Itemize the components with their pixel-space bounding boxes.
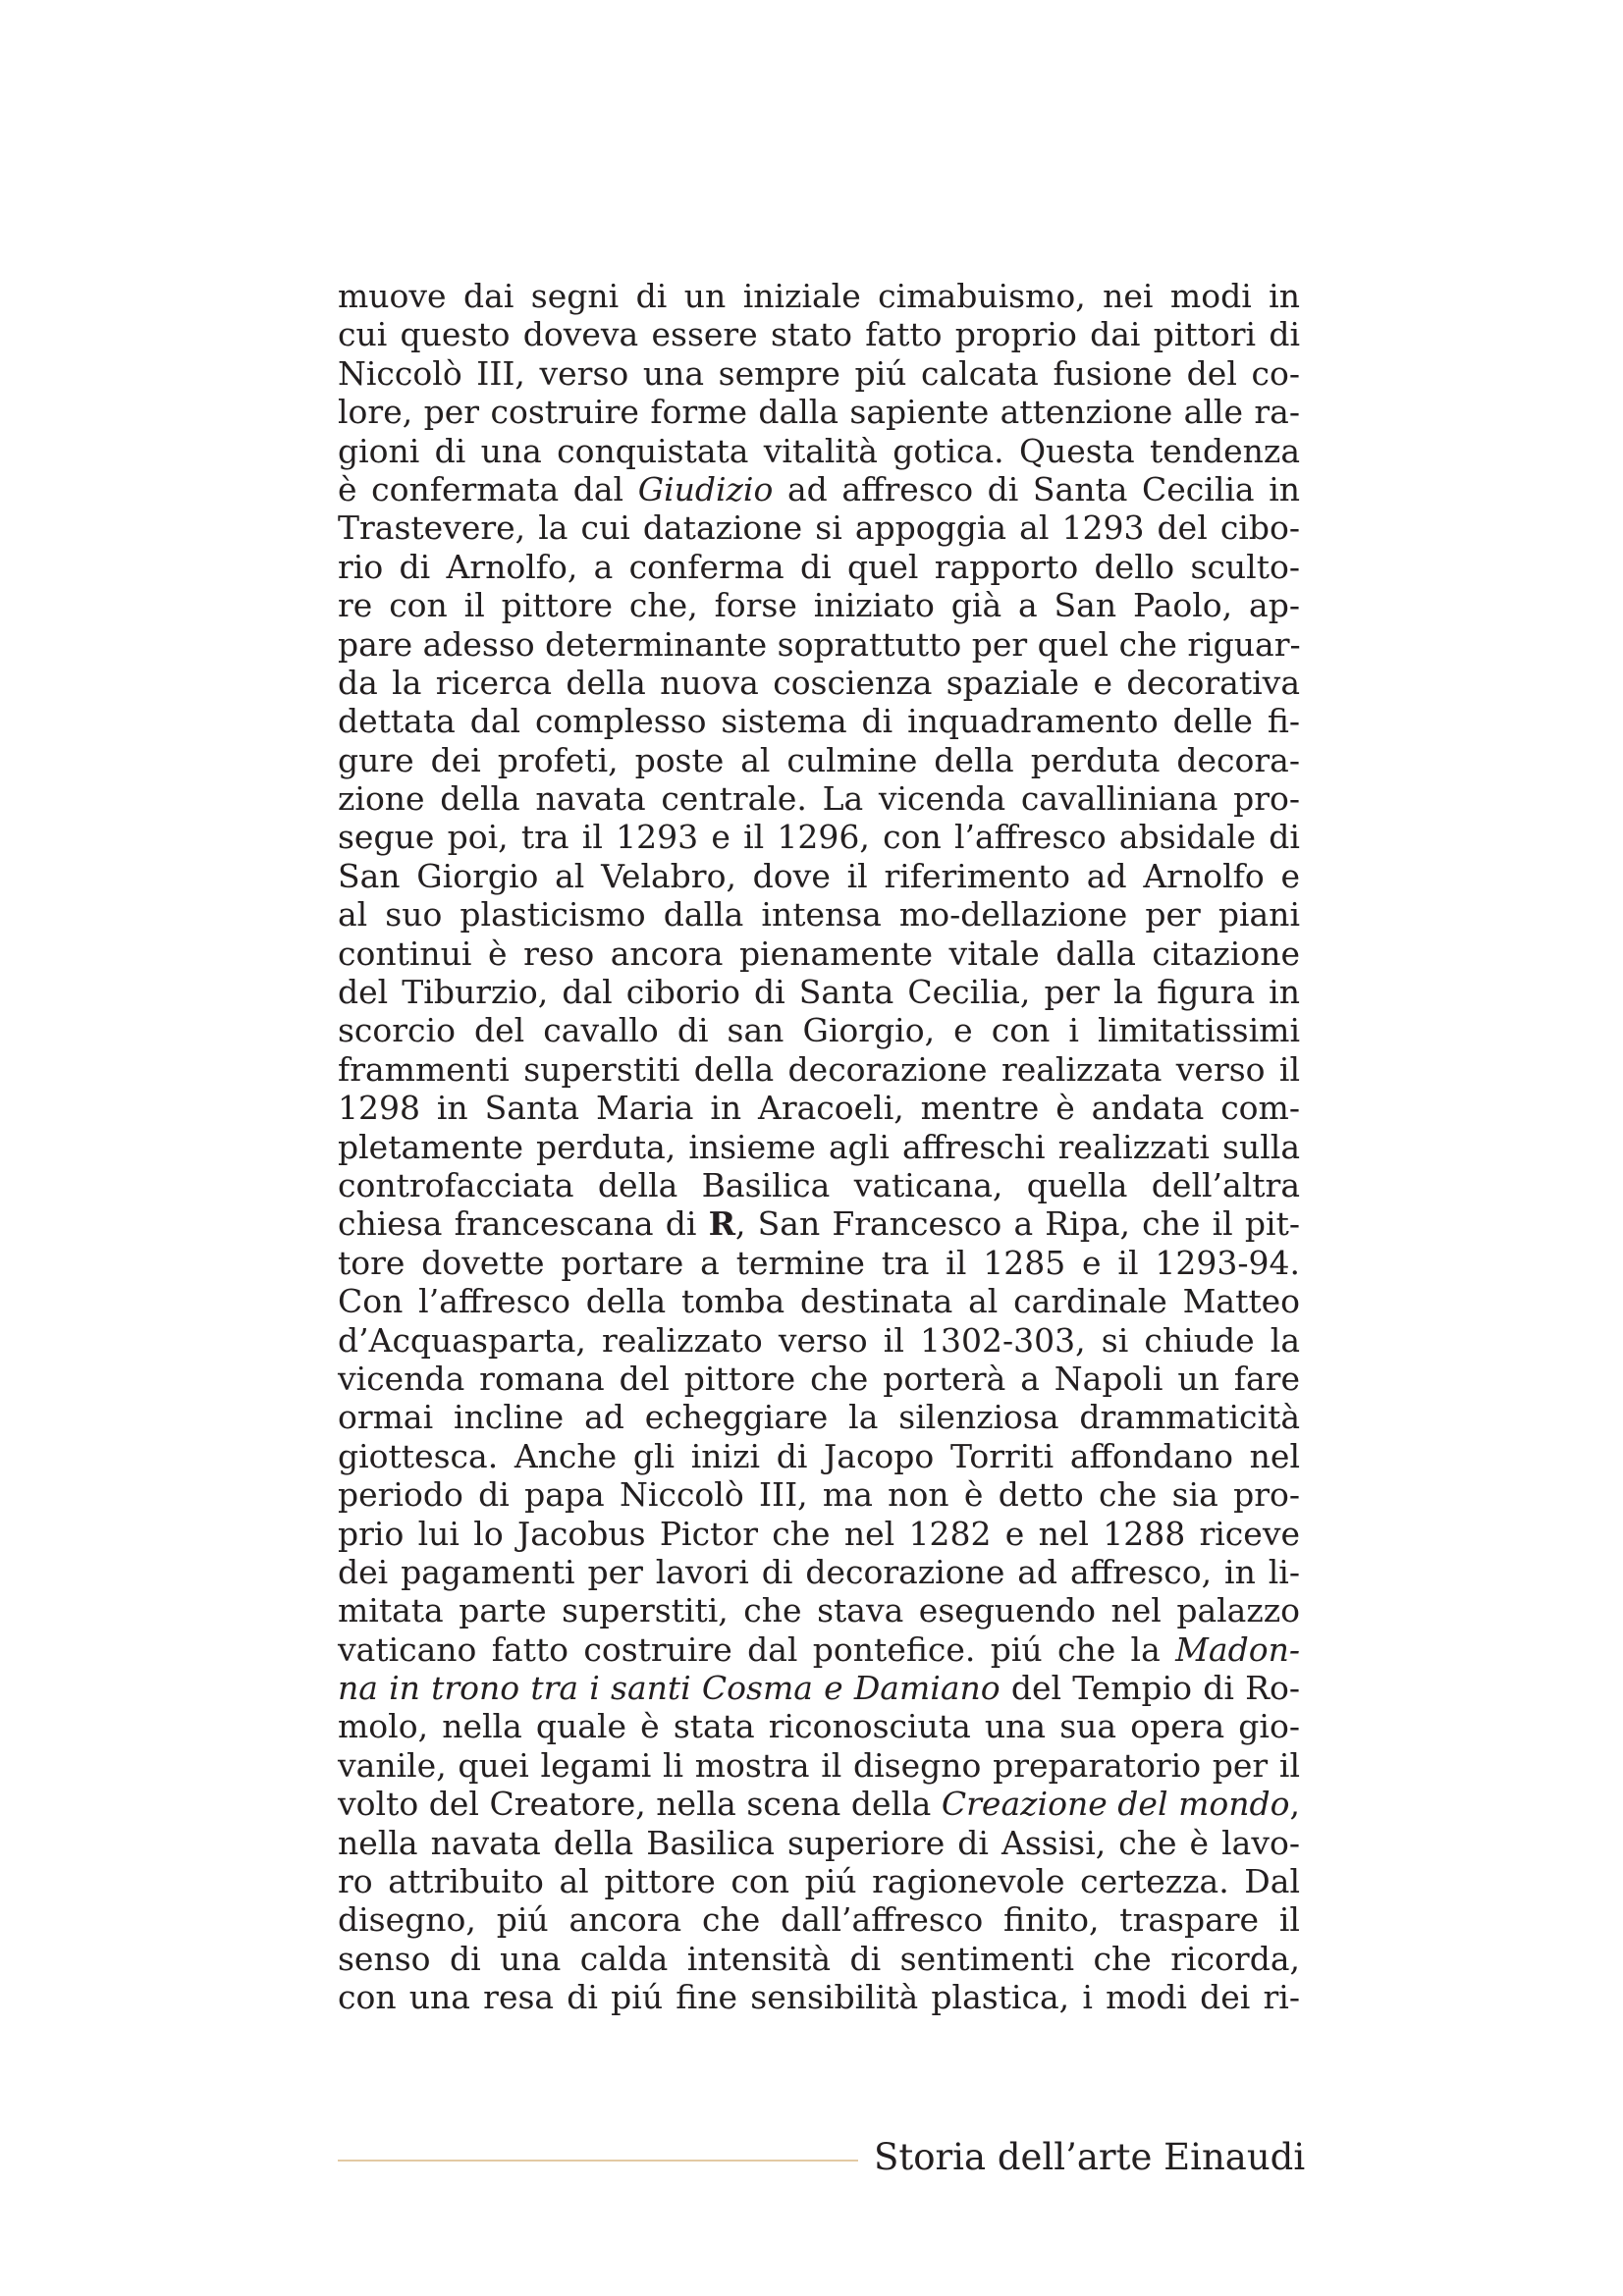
text-line: da la ricerca della nuova coscienza spaziale e decorativa xyxy=(338,663,1300,702)
text-line: gioni di una conquistata vitalità gotica. Questa tendenza xyxy=(338,431,1300,470)
text-line: segue poi, tra il 1293 e il 1296, con l’affresco absidale di xyxy=(338,818,1300,857)
bold-text: R xyxy=(708,1204,736,1244)
italic-title: Creazione del mondo xyxy=(941,1785,1290,1824)
text-line: re con il pittore che, forse iniziato già a San Paolo, ap- xyxy=(338,586,1300,625)
text-line: dettata dal complesso sistema di inquadramento delle fi- xyxy=(338,702,1300,741)
text-line xyxy=(338,1785,1300,1823)
text-line: zione della navata centrale. La vicenda cavalliniana pro- xyxy=(338,779,1300,819)
text-line: pare adesso determinante soprattutto per quel che riguar- xyxy=(338,624,1301,664)
text-line xyxy=(338,470,1300,508)
text-line: con una resa di piú fine sensibilità plastica, i modi dei ri- xyxy=(338,1978,1300,2017)
text-run: ad affresco di Santa Cecilia in xyxy=(773,469,1301,508)
text-run: , xyxy=(1289,1785,1300,1824)
text-line xyxy=(338,1204,1300,1243)
text-line: nella navata della Basilica superiore di Assisi, che è lavo- xyxy=(338,1823,1300,1862)
text-line xyxy=(338,1630,1300,1669)
italic-title: Giudizio xyxy=(637,469,774,508)
text-line: continui è reso ancora pienamente vitale dalla citazione xyxy=(338,934,1300,973)
text-line: del Tiburzio, dal ciborio di Santa Cecilia, per la figura in xyxy=(338,973,1300,1012)
text-line: vicenda romana del pittore che porterà a Napoli un fare xyxy=(338,1359,1300,1398)
text-line: rio di Arnolfo, a conferma di quel rapporto dello sculto- xyxy=(338,547,1300,586)
text-run: vaticano fatto costruire dal pontefice. piú che la xyxy=(338,1629,1176,1669)
italic-title: na in trono tra i santi Cosma e Damiano xyxy=(338,1669,1001,1708)
text-line: frammenti superstiti della decorazione realizzata verso il xyxy=(338,1049,1300,1089)
text-line: molo, nella quale è stata riconosciuta una sua opera gio- xyxy=(338,1707,1300,1746)
text-run: chiesa francescana di xyxy=(338,1204,709,1244)
text-line: vanile, quei legami li mostra il disegno preparatorio per il xyxy=(338,1745,1300,1785)
text-line: ro attribuito al pittore con piú ragionevole certezza. Dal xyxy=(338,1862,1300,1901)
body-text xyxy=(338,277,1300,2017)
text-line: pletamente perduta, insieme agli affreschi realizzati sulla xyxy=(338,1127,1300,1166)
text-line: Niccolò III, verso una sempre piú calcata fusione del co- xyxy=(338,353,1300,393)
text-run: del Tempio di Ro- xyxy=(1000,1669,1300,1708)
text-line: muove dai segni di un iniziale cimabuismo, nei modi in xyxy=(338,277,1300,315)
footer-title: Storia dell’arte Einaudi xyxy=(874,2136,1306,2178)
text-line: prio lui lo Jacobus Pictor che nel 1282 e nel 1288 riceve xyxy=(338,1514,1300,1553)
text-line: giottesca. Anche gli inizi di Jacopo Torriti affondano nel xyxy=(338,1436,1300,1475)
italic-title: Madon- xyxy=(1175,1629,1300,1669)
text-run: , San Francesco a Ripa, che il pit- xyxy=(735,1204,1300,1244)
text-line: al suo plasticismo dalla intensa mo-dellazione per piani xyxy=(338,895,1300,934)
text-line: senso di una calda intensità di sentimenti che ricorda, xyxy=(338,1939,1300,1978)
text-line: 1298 in Santa Maria in Aracoeli, mentre è andata com- xyxy=(338,1089,1300,1128)
text-line: disegno, piú ancora che dall’affresco finito, traspare il xyxy=(338,1900,1300,1940)
text-run: volto del Creatore, nella scena della xyxy=(338,1785,942,1824)
text-line: gure dei profeti, poste al culmine della perduta decora- xyxy=(338,740,1300,779)
text-line: San Giorgio al Velabro, dove il riferimento ad Arnolfo e xyxy=(338,856,1300,895)
text-run: è confermata dal xyxy=(338,469,638,508)
text-line: Trastevere, la cui datazione si appoggia al 1293 del cibo- xyxy=(338,508,1300,548)
text-line: controfacciata della Basilica vaticana, quella dell’altra xyxy=(338,1165,1300,1204)
text-line: lore, per costruire forme dalla sapiente attenzione alle ra- xyxy=(338,393,1300,432)
text-line: d’Acquasparta, realizzato verso il 1302-303, si chiude la xyxy=(338,1320,1300,1360)
text-line: Con l’affresco della tomba destinata al cardinale Matteo xyxy=(338,1282,1300,1321)
text-line: ormai incline ad echeggiare la silenziosa drammaticità xyxy=(338,1398,1300,1437)
footer-rule xyxy=(338,2160,858,2162)
text-line: tore dovette portare a termine tra il 1285 e il 1293-94. xyxy=(338,1243,1300,1282)
text-line xyxy=(338,1669,1300,1707)
text-line: dei pagamenti per lavori di decorazione ad affresco, in li- xyxy=(338,1552,1300,1591)
text-line: periodo di papa Niccolò III, ma non è detto che sia pro- xyxy=(338,1475,1300,1515)
text-line: cui questo doveva essere stato fatto proprio dai pittori di xyxy=(338,315,1300,354)
text-line: scorcio del cavallo di san Giorgio, e con i limitatissimi xyxy=(338,1011,1300,1050)
text-line: mitata parte superstiti, che stava eseguendo nel palazzo xyxy=(338,1591,1300,1630)
